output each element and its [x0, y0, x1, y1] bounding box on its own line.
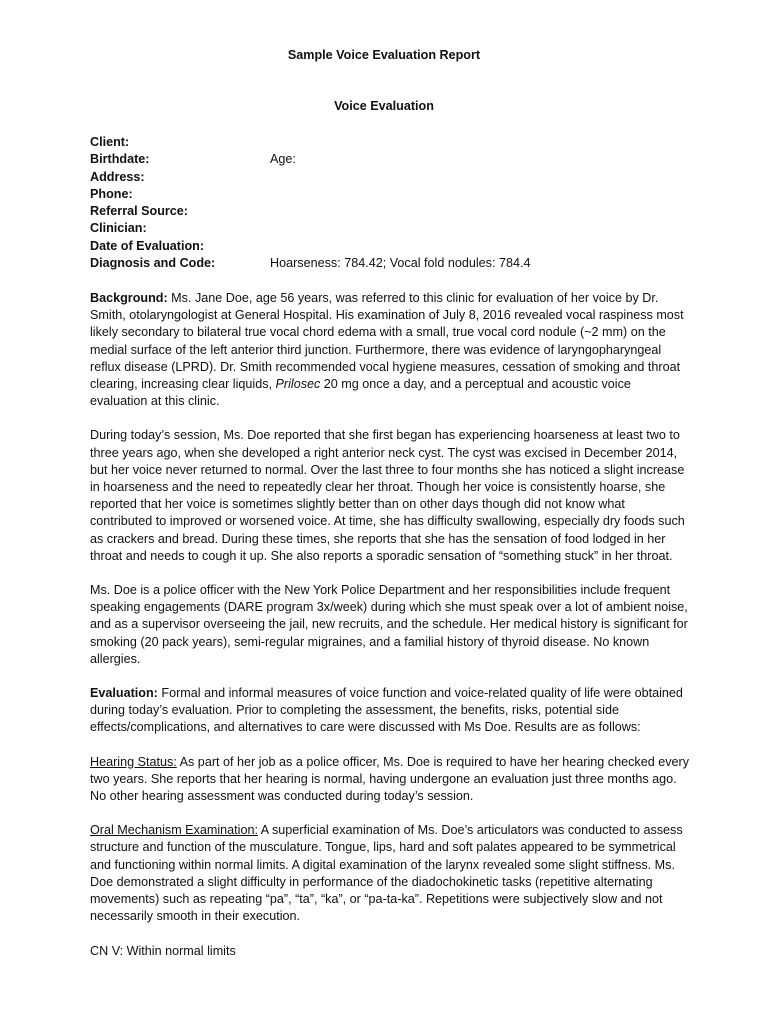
field-row-phone [90, 186, 690, 203]
oral-mechanism-paragraph [90, 822, 690, 925]
field-row-diagnosis [90, 255, 690, 272]
background-paragraph [90, 290, 690, 410]
field-value-age-label: Age: [270, 152, 296, 167]
background-label: Background: [90, 291, 168, 305]
hearing-paragraph [90, 754, 690, 806]
document-title: Sample Voice Evaluation Report [287, 48, 481, 62]
drug-name: Prilosec [275, 377, 321, 392]
field-row-date-of-evaluation [90, 238, 690, 255]
evaluation-text: Formal and informal measures of voice function and voice-related quality of life were obtained during today’s evaluation. Prior to completing the assessment, the benefits, risks, potential side effects/complications, and alternatives to care were discussed with Ms Doe. Results are as follows: [90, 686, 683, 735]
field-label: Diagnosis and Code: [90, 256, 216, 271]
section-title: Voice Evaluation [334, 99, 434, 113]
field-label: Referral Source: [90, 204, 188, 219]
field-row-clinician [90, 220, 690, 237]
field-row-client [90, 134, 690, 151]
evaluation-label: Evaluation: [90, 686, 158, 701]
field-label: Phone: [90, 186, 133, 201]
field-label: Address: [90, 169, 145, 184]
field-label: Date of Evaluation: [90, 238, 205, 253]
field-label: Client: [90, 135, 130, 149]
client-info-fields [90, 134, 690, 272]
field-label: Clinician: [90, 221, 147, 236]
history-paragraph: Ms. Doe is a police officer with the New York Police Department and her responsibilities include frequent speaking engagements (DARE program 3x/week) during which she must speak over a lot of ambient noise, and as a supervisor overseeing the jail, new recruits, and the schedule. Her medical history is significant for smoking (20 pack years), semi-regular migraines, and a familial history of thyroid disease. No known allergies. [90, 583, 688, 666]
field-row-birthdate [90, 151, 690, 168]
field-row-address [90, 169, 690, 186]
field-row-referral-source [90, 203, 690, 220]
hearing-text: As part of her job as a police officer, Ms. Doe is required to have her hearing checked every two years. She reports that her hearing is normal, having undergone an evaluation just three months ago. No other hearing assessment was conducted during today’s session. [90, 754, 690, 804]
background-text-1: Ms. Jane Doe, age 56 years, was referred to this clinic for evaluation of her voice by Dr. Smith, otolaryngologist at General Hospital. His examination of July 8, 2016 revealed vocal raspiness most likely secondary to bilateral true vocal chord edema with a small, true vocal cord nodule (~2 mm) on the medial surface of the left anterior third junction. Furthermore, there was evidence of laryngopharyngeal reflux disease (LPRD). Dr. Smith recommended vocal hygiene measures, cessation of smoking and throat clearing, increasing clear liquids, [90, 291, 684, 392]
oral-mechanism-label: Oral Mechanism Examination: [90, 823, 258, 838]
field-value-diagnosis: Hoarseness: 784.42; Vocal fold nodules: 784.4 [270, 256, 531, 271]
report-body [90, 290, 690, 977]
field-label: Birthdate: [90, 152, 150, 167]
hearing-label: Hearing Status: [90, 754, 177, 769]
session-paragraph: During today’s session, Ms. Doe reported that she first began has experiencing hoarseness at least two to three years ago, when she developed a right anterior neck cyst. The cyst was excised in December 2014, but her voice never returned to normal. Over the last three to four months she has noticed a slight increase in hoarseness and the need to repeatedly clear her throat. Though her voice is consistently hoarse, she reported that her voice is sometimes slightly better than on other days though did not know what contributed to improved or worsened voice. At time, she has difficulty swallowing, especially dry foods such as crackers and bread. During these times, she reports that she has the sensation of food lodged in her throat and needs to cough it up. She also reports a sporadic sensation of “something stuck” in her throat. [90, 428, 685, 563]
cn-v-line: CN V: Within normal limits [90, 943, 236, 958]
oral-mechanism-text: A superficial examination of Ms. Doe’s articulators was conducted to assess structure and function of the musculature. Tongue, lips, hard and soft palates appeared to be symmetrical and functioning within normal limits. A digital examination of the larynx revealed some slight stiffness. Ms. Doe demonstrated a slight difficulty in performance of the diadochokinetic tasks (repetitive alternating movements) such as repeating “pa”, “ta”, “ka”, or “pa-ta-ka”. Repetitions were subjectively slow and not necessarily smooth in their execution. [90, 823, 683, 924]
background-text-2: 20 mg once a day, and a perceptual and acoustic voice evaluation at this clinic. [90, 377, 631, 409]
evaluation-paragraph [90, 685, 690, 737]
